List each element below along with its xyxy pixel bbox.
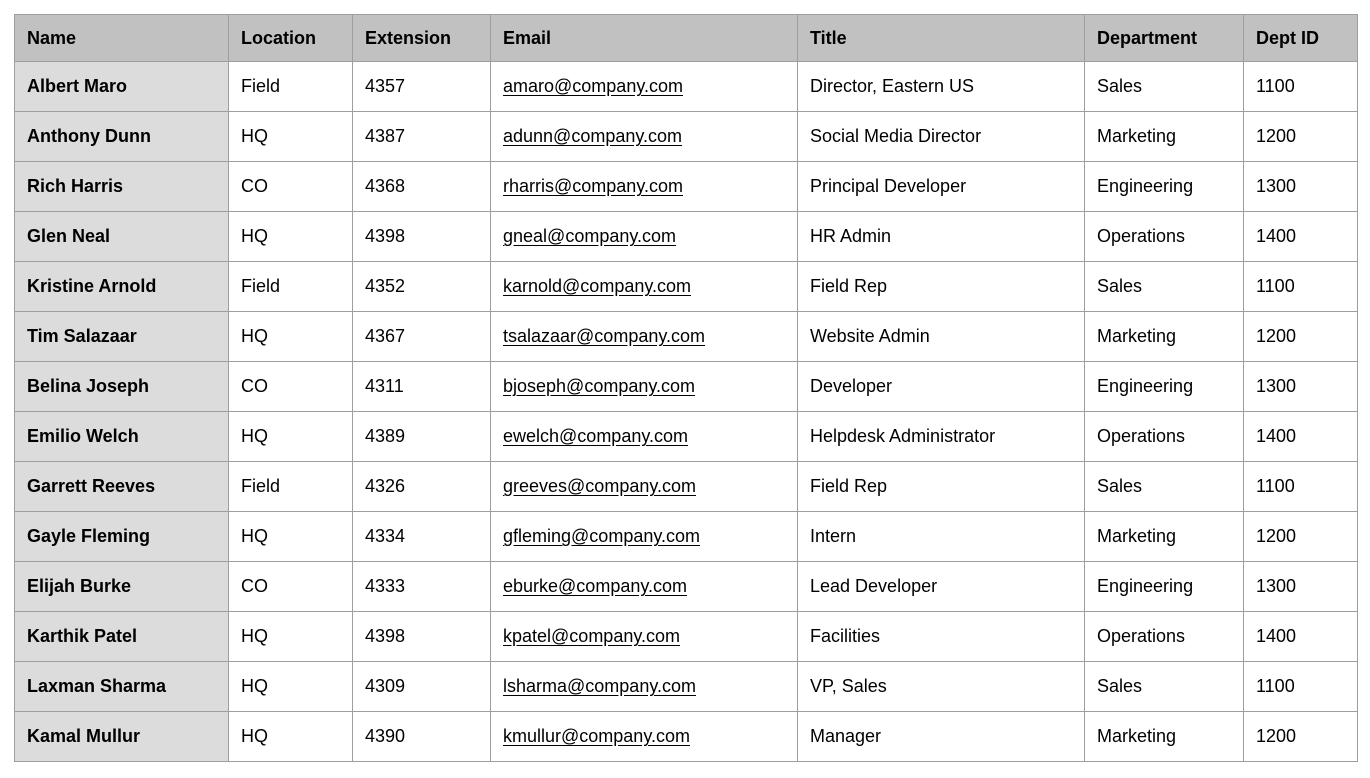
email-link[interactable]: eburke@company.com (503, 576, 688, 596)
table-row (15, 262, 1358, 312)
email-link[interactable]: rharris@company.com (503, 176, 683, 196)
cell-extension: 4357 (353, 62, 491, 112)
cell-dept-id: 1300 (1244, 162, 1358, 212)
cell-title: Social Media Director (798, 112, 1085, 162)
table-header (15, 15, 1358, 62)
cell-title: Intern (798, 512, 1085, 562)
cell-location: HQ (229, 512, 353, 562)
cell-title: Lead Developer (798, 562, 1085, 612)
cell-name: Tim Salazaar (15, 312, 229, 362)
column-header-name: Name (15, 15, 229, 62)
cell-extension: 4309 (353, 662, 491, 712)
cell-extension: 4326 (353, 462, 491, 512)
table-row (15, 612, 1358, 662)
email-link[interactable]: kmullur@company.com (503, 726, 690, 746)
cell-department: Marketing (1085, 512, 1244, 562)
column-header-department: Department (1085, 15, 1244, 62)
cell-location: CO (229, 162, 353, 212)
cell-name: Rich Harris (15, 162, 229, 212)
cell-email (491, 712, 798, 762)
cell-department: Sales (1085, 62, 1244, 112)
cell-extension: 4368 (353, 162, 491, 212)
cell-title: HR Admin (798, 212, 1085, 262)
email-link[interactable]: lsharma@company.com (503, 676, 696, 696)
column-header-email: Email (491, 15, 798, 62)
table-row (15, 112, 1358, 162)
cell-dept-id: 1400 (1244, 612, 1358, 662)
table-row (15, 162, 1358, 212)
cell-department: Marketing (1085, 112, 1244, 162)
table-row (15, 662, 1358, 712)
cell-email (491, 362, 798, 412)
cell-department: Engineering (1085, 562, 1244, 612)
cell-dept-id: 1300 (1244, 362, 1358, 412)
cell-department: Sales (1085, 262, 1244, 312)
email-link[interactable]: greeves@company.com (503, 476, 697, 496)
cell-title: Manager (798, 712, 1085, 762)
cell-location: Field (229, 262, 353, 312)
email-link[interactable]: gneal@company.com (503, 226, 677, 246)
cell-name: Glen Neal (15, 212, 229, 262)
cell-name: Kristine Arnold (15, 262, 229, 312)
cell-name: Kamal Mullur (15, 712, 229, 762)
cell-title: Principal Developer (798, 162, 1085, 212)
cell-department: Operations (1085, 412, 1244, 462)
table-row (15, 712, 1358, 762)
cell-department: Operations (1085, 612, 1244, 662)
cell-department: Engineering (1085, 162, 1244, 212)
cell-dept-id: 1200 (1244, 112, 1358, 162)
cell-email (491, 312, 798, 362)
cell-name: Albert Maro (15, 62, 229, 112)
cell-department: Marketing (1085, 312, 1244, 362)
cell-department: Operations (1085, 212, 1244, 262)
cell-email (491, 212, 798, 262)
cell-name: Emilio Welch (15, 412, 229, 462)
table-row (15, 212, 1358, 262)
email-link[interactable]: gfleming@company.com (503, 526, 701, 546)
cell-extension: 4389 (353, 412, 491, 462)
cell-dept-id: 1300 (1244, 562, 1358, 612)
cell-name: Gayle Fleming (15, 512, 229, 562)
cell-email (491, 412, 798, 462)
cell-extension: 4398 (353, 612, 491, 662)
cell-title: Developer (798, 362, 1085, 412)
cell-department: Engineering (1085, 362, 1244, 412)
cell-location: HQ (229, 412, 353, 462)
cell-title: Field Rep (798, 462, 1085, 512)
cell-location: HQ (229, 212, 353, 262)
employee-table (14, 14, 1358, 762)
cell-extension: 4398 (353, 212, 491, 262)
email-link[interactable]: ewelch@company.com (503, 426, 689, 446)
cell-email (491, 512, 798, 562)
cell-name: Belina Joseph (15, 362, 229, 412)
cell-email (491, 112, 798, 162)
table-row (15, 412, 1358, 462)
table-body (15, 62, 1358, 762)
table-row (15, 562, 1358, 612)
table-row (15, 62, 1358, 112)
cell-dept-id: 1100 (1244, 662, 1358, 712)
column-header-dept-id: Dept ID (1244, 15, 1358, 62)
cell-title: Helpdesk Administrator (798, 412, 1085, 462)
cell-dept-id: 1200 (1244, 312, 1358, 362)
cell-location: Field (229, 462, 353, 512)
column-header-title: Title (798, 15, 1085, 62)
table-row (15, 362, 1358, 412)
cell-extension: 4311 (353, 362, 491, 412)
cell-dept-id: 1100 (1244, 62, 1358, 112)
cell-email (491, 262, 798, 312)
email-link[interactable]: tsalazaar@company.com (503, 326, 706, 346)
cell-department: Marketing (1085, 712, 1244, 762)
column-header-location: Location (229, 15, 353, 62)
cell-department: Sales (1085, 662, 1244, 712)
cell-location: HQ (229, 112, 353, 162)
email-link[interactable]: kpatel@company.com (503, 626, 681, 646)
cell-email (491, 662, 798, 712)
header-row (15, 15, 1358, 62)
cell-location: HQ (229, 662, 353, 712)
cell-email (491, 612, 798, 662)
cell-dept-id: 1100 (1244, 462, 1358, 512)
email-link[interactable]: karnold@company.com (503, 276, 692, 296)
cell-email (491, 562, 798, 612)
cell-name: Elijah Burke (15, 562, 229, 612)
email-link[interactable]: adunn@company.com (503, 126, 683, 146)
cell-location: Field (229, 62, 353, 112)
cell-dept-id: 1200 (1244, 512, 1358, 562)
email-link[interactable]: bjoseph@company.com (503, 376, 696, 396)
cell-title: VP, Sales (798, 662, 1085, 712)
cell-name: Garrett Reeves (15, 462, 229, 512)
cell-location: HQ (229, 612, 353, 662)
cell-extension: 4334 (353, 512, 491, 562)
cell-name: Karthik Patel (15, 612, 229, 662)
cell-location: CO (229, 562, 353, 612)
cell-dept-id: 1200 (1244, 712, 1358, 762)
cell-extension: 4390 (353, 712, 491, 762)
cell-dept-id: 1400 (1244, 212, 1358, 262)
cell-name: Laxman Sharma (15, 662, 229, 712)
cell-extension: 4333 (353, 562, 491, 612)
email-link[interactable]: amaro@company.com (503, 76, 683, 96)
cell-extension: 4387 (353, 112, 491, 162)
cell-email (491, 462, 798, 512)
cell-title: Field Rep (798, 262, 1085, 312)
table-row (15, 312, 1358, 362)
cell-department: Sales (1085, 462, 1244, 512)
cell-email (491, 162, 798, 212)
cell-title: Facilities (798, 612, 1085, 662)
cell-extension: 4367 (353, 312, 491, 362)
column-header-extension: Extension (353, 15, 491, 62)
cell-title: Website Admin (798, 312, 1085, 362)
employee-directory (14, 14, 1358, 762)
cell-location: HQ (229, 312, 353, 362)
cell-extension: 4352 (353, 262, 491, 312)
cell-dept-id: 1400 (1244, 412, 1358, 462)
cell-title: Director, Eastern US (798, 62, 1085, 112)
cell-name: Anthony Dunn (15, 112, 229, 162)
table-row (15, 512, 1358, 562)
table-row (15, 462, 1358, 512)
cell-location: CO (229, 362, 353, 412)
cell-dept-id: 1100 (1244, 262, 1358, 312)
cell-email (491, 62, 798, 112)
cell-location: HQ (229, 712, 353, 762)
